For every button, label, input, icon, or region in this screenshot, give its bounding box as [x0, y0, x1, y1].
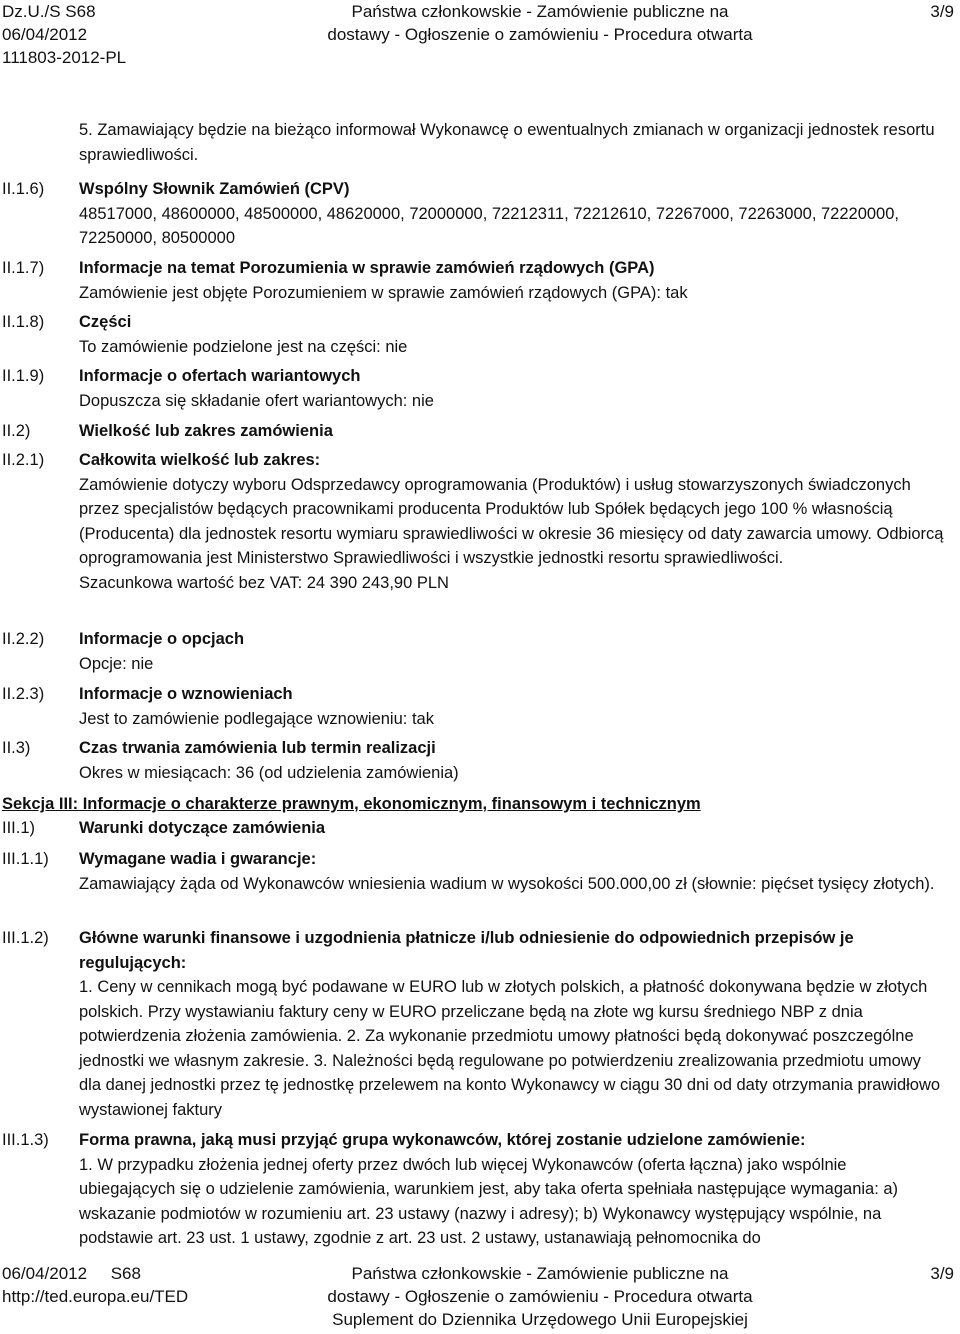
footer-left: [2, 1262, 188, 1308]
estimated-value: Szacunkowa wartość bez VAT: 24 390 243,90 PLN: [79, 573, 449, 592]
section-number: II.1.8): [2, 313, 45, 331]
section-title: Wielkość lub zakres zamówienia: [79, 422, 333, 440]
section-body: Okres w miesiącach: 36 (od udzielenia zamówienia): [79, 763, 459, 782]
section-body: To zamówienie podzielone jest na części: nie: [79, 337, 408, 356]
section-body: 1. Ceny w cennikach mogą być podawane w EURO lub w złotych polskich, a płatność dokonywana będzie w złotych polskich. Przy wystawianiu faktury ceny w EURO przeliczane będą na złote wg kursu średniego NBP z dnia potwierdzenia złożenia zamówienia. 2. Za wykonanie przedmiotu umowy płatności będą dokonywać poszczególne jednostki we własnym zakresie. 3. Należności będą regulowane po potwierdzeniu zrealizowania przedmiotu umowy dla danej jednostki przez tę jednostkę przelewem na konto Wykonawcy w ciągu 30 dni od daty otrzymania prawidłowo wystawionej faktury: [79, 978, 941, 1119]
section-title: Wspólny Słownik Zamówień (CPV): [79, 180, 350, 198]
section-body: Zamówienie dotyczy wyboru Odsprzedawcy oprogramowania (Produktów) i usług stowarzyszonych świadczonych przez specjalistów będących pracownikami producenta Produktów lub Spółek będących jego 100 % własnością (Producenta) dla jednostek resortu wymiaru sprawiedliwości w okresie 36 miesięcy od daty zawarcia umowy. Odbiorcą oprogramowania jest Ministerstwo Sprawiedliwości i wszystkie jednostki resortu sprawiedliwości.: [79, 475, 944, 567]
section-body: Zamawiający żąda od Wykonawców wniesienia wadium w wysokości 500.000,00 zł (słownie: pięćset tysięcy złotych).: [79, 874, 935, 893]
section-iii-heading: Sekcja III: Informacje o charakterze prawnym, ekonomicznym, finansowym i technicznym: [2, 795, 701, 813]
page-header: [0, 0, 960, 72]
header-page-number: 3/9: [930, 2, 954, 21]
section-number: II.2.3): [2, 685, 45, 703]
header-center: [230, 0, 850, 46]
footer-title-line2: dostawy - Ogłoszenie o zamówieniu - Procedura otwarta: [327, 1287, 753, 1306]
section-body: Jest to zamówienie podlegające wznowieniu: tak: [79, 709, 434, 728]
section-number: II.1.7): [2, 259, 45, 277]
footer-url[interactable]: http://ted.europa.eu/TED: [2, 1287, 189, 1306]
section-body: Dopuszcza się składanie ofert wariantowych: nie: [79, 391, 434, 410]
footer-title-line1: Państwa członkowskie - Zamówienie publiczne na: [351, 1264, 729, 1283]
footer-center: [230, 1262, 850, 1331]
section-number: II.3): [2, 739, 31, 757]
section-title: Informacje na temat Porozumienia w sprawie zamówień rządowych (GPA): [79, 259, 655, 277]
header-notice-id: 111803-2012-PL: [2, 48, 127, 67]
section-number: III.1): [2, 819, 36, 837]
header-title-line1: Państwa członkowskie - Zamówienie publiczne na: [351, 2, 729, 21]
section-body: 1. W przypadku złożenia jednej oferty przez dwóch lub więcej Wykonawców (oferta łączna) jako wspólnie ubiegających się o udzielenie zamówienia, warunkiem jest, aby taka oferta spełniała następujące wymagania: a) wskazanie podmiotów w rozumieniu art. 23 ustawy (nazwy i adresy); b) Wykonawcy występujący wspólnie, na podstawie art. 23 ust. 1 ustawy, zgodnie z art. 23 ust. 2 ustawy, ustanawiają pełnomocnika do: [79, 1155, 899, 1247]
page-footer: [0, 1262, 960, 1334]
section-title: Części: [79, 313, 132, 331]
section-number: II.1.6): [2, 180, 45, 198]
section-body: Zamówienie jest objęte Porozumieniem w sprawie zamówień rządowych (GPA): tak: [79, 283, 688, 302]
section-title: Całkowita wielkość lub zakres:: [79, 451, 321, 469]
header-date: 06/04/2012: [2, 25, 88, 44]
section-body: 48517000, 48600000, 48500000, 48620000, 72000000, 72212311, 72212610, 72267000, 72263000, 72220000, 72250000, 80500000: [79, 204, 899, 247]
section-number: II.2.1): [2, 451, 45, 469]
section-title: Informacje o wznowieniach: [79, 685, 293, 703]
footer-date-ref: 06/04/2012 S68: [2, 1264, 141, 1283]
section-title: Główne warunki finansowe i uzgodnienia płatnicze i/lub odniesienie do odpowiednich przepisów je regulujących:: [79, 929, 854, 972]
section-title: Informacje o opcjach: [79, 630, 245, 648]
section-title: Forma prawna, jaką musi przyjąć grupa wykonawców, której zostanie udzielone zamówienie:: [79, 1131, 806, 1149]
section-title: Czas trwania zamówienia lub termin realizacji: [79, 739, 436, 757]
header-left: [2, 0, 126, 69]
section-body: Opcje: nie: [79, 654, 154, 673]
header-journal-ref: Dz.U./S S68: [2, 2, 96, 21]
footer-supplement: Suplement do Dziennika Urzędowego Unii Europejskiej: [332, 1310, 748, 1329]
section-number: II.2.2): [2, 630, 45, 648]
continuation-text: 5. Zamawiający będzie na bieżąco informował Wykonawcę o ewentualnych zmianach w organizacji jednostek resortu sprawiedliwości.: [79, 121, 935, 164]
section-title: Wymagane wadia i gwarancje:: [79, 850, 317, 868]
section-number: II.2): [2, 422, 31, 440]
section-number: II.1.9): [2, 367, 45, 385]
section-number: III.1.1): [2, 850, 49, 868]
header-title-line2: dostawy - Ogłoszenie o zamówieniu - Procedura otwarta: [327, 25, 753, 44]
section-title: Warunki dotyczące zamówienia: [79, 819, 326, 837]
section-title: Informacje o ofertach wariantowych: [79, 367, 361, 385]
section-number: III.1.2): [2, 929, 49, 947]
section-number: III.1.3): [2, 1131, 49, 1149]
footer-page-number: 3/9: [930, 1264, 954, 1283]
